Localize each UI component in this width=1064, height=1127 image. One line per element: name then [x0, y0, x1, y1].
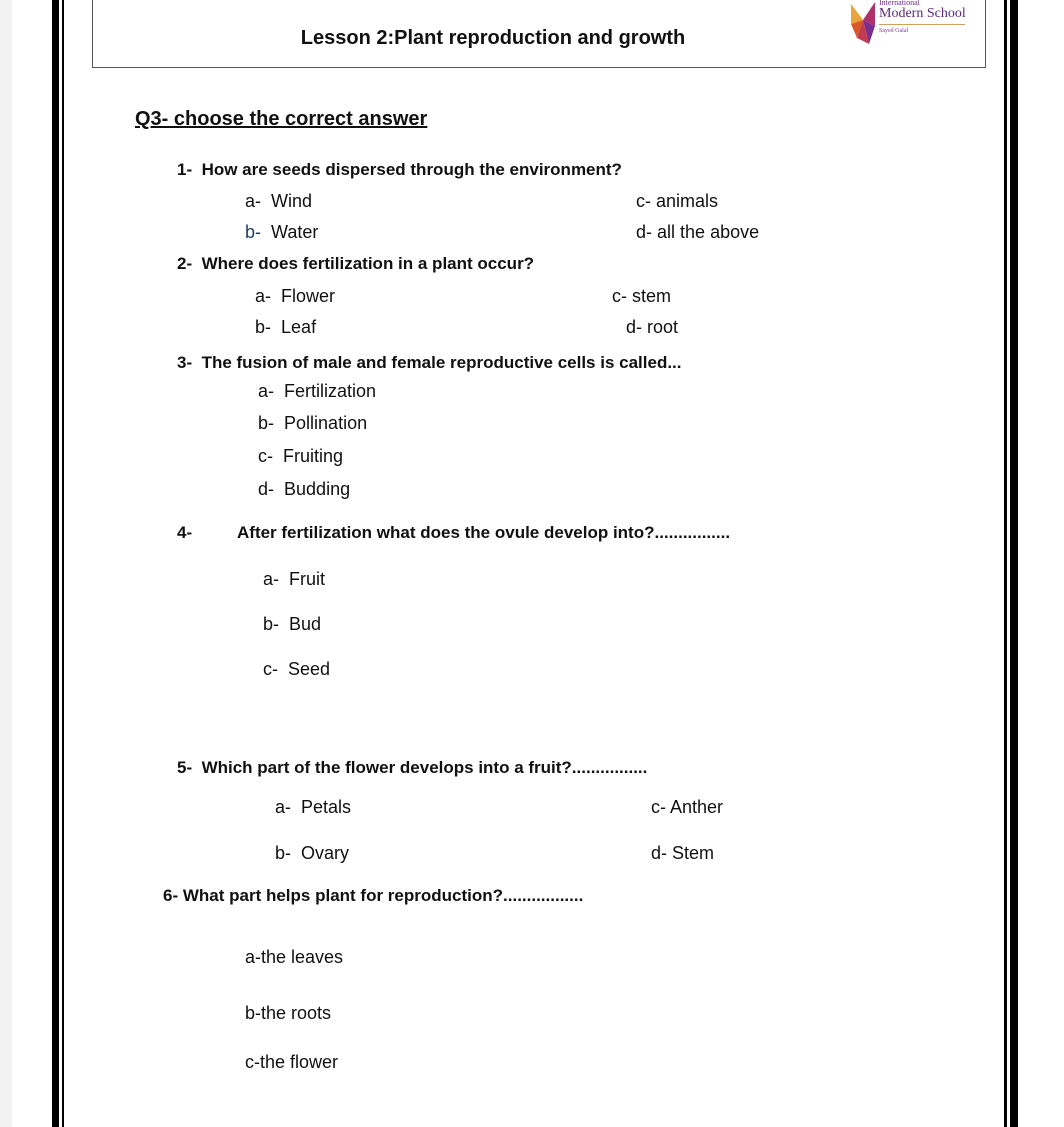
option-5b[interactable] — [275, 843, 349, 864]
question-2 — [177, 254, 534, 274]
question-number: 3- — [177, 353, 193, 372]
page-gutter — [0, 0, 12, 1127]
option-3a[interactable] — [258, 381, 376, 402]
question-text: Where does fertilization in a plant occur? — [201, 254, 535, 273]
option-6b[interactable]: b-the roots — [245, 1003, 332, 1023]
page-border-left-thin — [62, 0, 64, 1127]
option-4a[interactable] — [263, 569, 325, 590]
question-text: Which part of the flower develops into a fruit?................ — [201, 758, 648, 777]
option-text: root — [647, 317, 679, 337]
option-letter: a- — [263, 569, 280, 589]
option-text: Seed — [288, 659, 331, 679]
option-1a[interactable] — [245, 191, 312, 212]
question-text: How are seeds dispersed through the environment? — [201, 160, 622, 179]
question-number: 1- — [177, 160, 193, 179]
option-3d[interactable] — [258, 479, 350, 500]
option-text: animals — [656, 191, 719, 211]
section-title: Q3- choose the correct answer — [135, 108, 428, 130]
option-text: Water — [271, 222, 319, 242]
logo-divider — [879, 24, 965, 25]
option-text: Fruiting — [283, 446, 344, 466]
school-logo-icon — [849, 0, 877, 48]
option-text: Fertilization — [284, 381, 377, 401]
option-letter: b- — [245, 222, 262, 242]
question-6 — [163, 886, 583, 906]
option-letter: b- — [275, 843, 292, 863]
option-text: Fruit — [289, 569, 326, 589]
option-letter: a- — [258, 381, 275, 401]
option-4c[interactable] — [263, 659, 330, 680]
lesson-title: Lesson 2:Plant reproduction and growth — [300, 27, 686, 49]
option-text: Flower — [281, 286, 336, 306]
option-2d[interactable] — [626, 317, 678, 338]
option-3c[interactable] — [258, 446, 343, 467]
option-1b[interactable] — [245, 222, 318, 243]
option-text: Ovary — [301, 843, 350, 863]
page-border-left-thick — [52, 0, 59, 1127]
option-1c[interactable] — [636, 191, 718, 212]
question-1 — [177, 160, 622, 180]
school-logo — [849, 0, 967, 50]
option-text: Stem — [672, 843, 715, 863]
page-border-right-thick — [1010, 0, 1018, 1127]
option-letter: b- — [258, 413, 275, 433]
option-letter: a- — [245, 191, 262, 211]
option-letter: b- — [263, 614, 280, 634]
question-text: The fusion of male and female reproductive cells is called... — [201, 353, 682, 372]
option-text: Bud — [289, 614, 322, 634]
question-4 — [177, 523, 192, 543]
question-number: 4- — [177, 523, 193, 542]
option-letter: a- — [275, 797, 292, 817]
option-text: all the above — [657, 222, 760, 242]
question-number: 2- — [177, 254, 193, 273]
option-2b[interactable] — [255, 317, 316, 338]
logo-school-name: Modern School — [879, 6, 966, 21]
option-letter: d- — [651, 843, 668, 863]
question-number: 5- — [177, 758, 193, 777]
option-text: Budding — [284, 479, 351, 499]
option-5d[interactable] — [651, 843, 714, 864]
question-3 — [177, 353, 682, 373]
option-letter: c- — [636, 191, 651, 211]
option-5c[interactable] — [651, 797, 723, 818]
option-6c[interactable]: c-the flower — [245, 1052, 339, 1072]
option-letter: c- — [263, 659, 278, 679]
option-2a[interactable] — [255, 286, 335, 307]
option-3b[interactable] — [258, 413, 367, 434]
option-letter: c- — [612, 286, 627, 306]
option-text: Leaf — [281, 317, 317, 337]
option-6a[interactable]: a-the leaves — [245, 947, 344, 967]
option-1d[interactable] — [636, 222, 759, 243]
option-letter: c- — [651, 797, 666, 817]
option-letter: a- — [255, 286, 272, 306]
option-text: Pollination — [284, 413, 368, 433]
header-box — [92, 0, 986, 68]
option-5a[interactable] — [275, 797, 351, 818]
page-border-right-thin — [1004, 0, 1007, 1127]
option-letter: d- — [626, 317, 643, 337]
option-text: Wind — [271, 191, 313, 211]
question-5 — [177, 758, 647, 778]
option-text: Petals — [301, 797, 352, 817]
question-text: What part helps plant for reproduction?................. — [182, 886, 584, 905]
option-letter: d- — [258, 479, 275, 499]
option-2c[interactable] — [612, 286, 671, 307]
logo-subtitle: Sayed Galal — [879, 28, 909, 34]
option-letter: c- — [258, 446, 273, 466]
question-4-text: After fertilization what does the ovule develop into?................ — [237, 523, 731, 542]
option-letter: d- — [636, 222, 653, 242]
option-4b[interactable] — [263, 614, 321, 635]
option-text: stem — [632, 286, 672, 306]
question-number: 6- — [163, 886, 179, 905]
logo-line-international: International — [879, 0, 920, 7]
option-text: Anther — [670, 797, 724, 817]
option-letter: b- — [255, 317, 272, 337]
